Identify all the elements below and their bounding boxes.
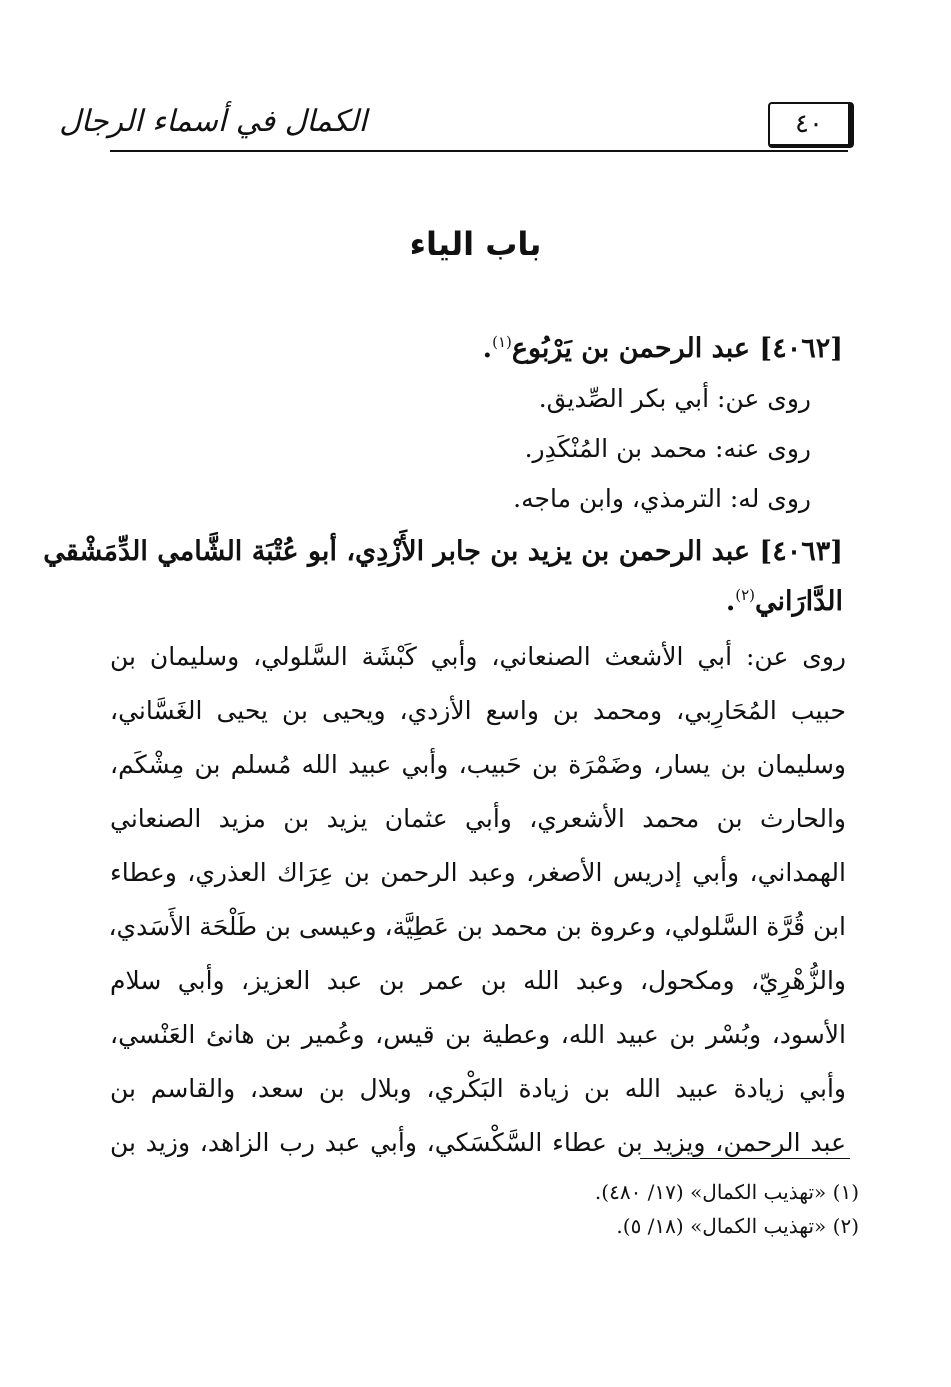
heading-end: . xyxy=(482,333,493,364)
footnote-rule xyxy=(640,1158,850,1159)
paragraph-line: حبيب المُحَارِبي، ومحمد بن واسع الأزدي، ويحيى بن يحيى الغَسَّاني، xyxy=(110,696,846,725)
paragraph-line: عبد الرحمن، ويزيد بن عطاء السَّكْسَكي، وأبي عبد رب الزاهد، وزيد بن xyxy=(110,1128,846,1157)
paragraph-line: وسليمان بن يسار، وضَمْرَة بن حَبيب، وأبي عبيد الله مُسلم بن مِشْكَم، xyxy=(110,750,846,779)
heading-end: . xyxy=(725,586,736,617)
entry-paragraph xyxy=(110,630,846,1170)
paragraph-line: روى عن: أبي الأشعث الصنعاني، وأبي كَبْشَة السَّلولي، وسليمان بن xyxy=(110,642,846,671)
paragraph-line: الأسود، وبُسْر بن عبيد الله، وعطية بن قيس، وعُمير بن هانئ العَنْسي، xyxy=(110,1020,846,1049)
narrated-for-line: روى له: الترمذي، وابن ماجه. xyxy=(513,484,811,513)
narrated-from-line: روى عن: أبي بكر الصِّديق. xyxy=(538,384,811,413)
entry-heading-text: [٤٠٦٢] عبد الرحمن بن يَرْبُوع xyxy=(511,333,843,364)
paragraph-line: ابن قُرَّة السَّلولي، وعروة بن محمد بن عَطِيَّة، وعيسى بن طَلْحَة الأَسَدي، xyxy=(108,912,846,941)
entry-heading-4063-line2 xyxy=(726,586,843,617)
footnote-2: (٢) «تهذيب الكمال» (١٨/ ٥). xyxy=(616,1214,859,1238)
entry-heading-text: الدَّارَاني xyxy=(755,586,843,617)
page-number: ٤٠ xyxy=(768,102,854,148)
paragraph-line: والحارث بن محمد الأشعري، وأبي عثمان يزيد بن مزيد الصنعاني xyxy=(110,804,846,833)
chapter-title: باب الياء xyxy=(409,225,542,263)
footnote-ref: (١) xyxy=(492,333,512,351)
header-rule xyxy=(110,150,848,152)
entry-heading-4062 xyxy=(483,333,843,364)
paragraph-line: والزُّهْرِيّ، ومكحول، وعبد الله بن عمر بن عبد العزيز، وأبي سلام xyxy=(110,966,846,995)
paragraph-line: وأبي زيادة عبيد الله بن زيادة البَكْري، وبلال بن سعد، والقاسم بن xyxy=(110,1074,846,1103)
entry-heading-4063-line1: [٤٠٦٣] عبد الرحمن بن يزيد بن جابر الأَزْدِي، أبو عُتْبَة الشَّامي الدِّمَشْقي xyxy=(43,536,843,567)
running-title: الكمال في أسماء الرجال xyxy=(59,103,367,139)
footnote-1: (١) «تهذيب الكمال» (١٧/ ٤٨٠). xyxy=(594,1180,859,1204)
footnote-ref: (٢) xyxy=(735,586,756,604)
paragraph-line: الهمداني، وأبي إدريس الأصغر، وعبد الرحمن بن عِرَاك العذري، وعطاء xyxy=(110,858,846,887)
narrated-by-line: روى عنه: محمد بن المُنْكَدِر. xyxy=(524,434,811,463)
